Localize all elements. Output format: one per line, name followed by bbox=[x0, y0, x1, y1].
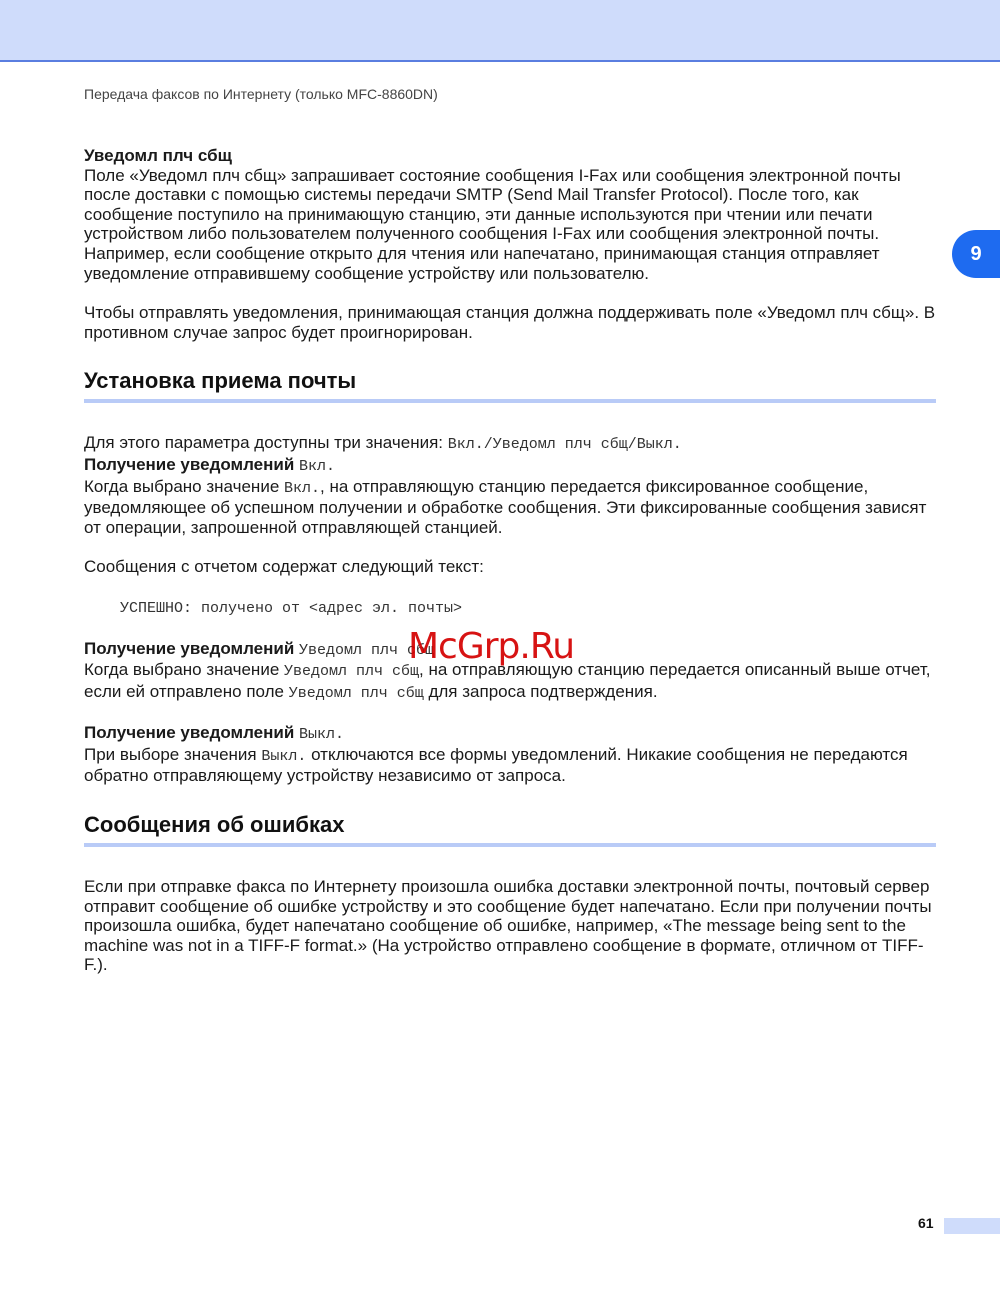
option-off-text-2: отключаются все формы уведомлений. Никакие сообщения не передаются обратно отправляющему устройству независимо от запроса. bbox=[84, 744, 908, 786]
report-example-code: УСПЕШНО: получено от <адрес эл. почты> bbox=[120, 599, 463, 617]
watermark: McGrp.Ru bbox=[408, 626, 575, 667]
option-off-value: Выкл. bbox=[299, 726, 345, 744]
mdn-heading: Уведомл плч сбщ bbox=[84, 146, 232, 165]
option-on-description bbox=[84, 477, 936, 538]
top-header-band bbox=[0, 0, 1000, 62]
option-off-code: Выкл. bbox=[261, 747, 307, 765]
option-off-description bbox=[84, 745, 936, 786]
report-example bbox=[120, 597, 936, 619]
chapter-tab[interactable]: 9 bbox=[952, 230, 1000, 278]
report-intro: Сообщения с отчетом содержат следующий текст: bbox=[84, 557, 484, 577]
option-off-label: Получение уведомлений bbox=[84, 723, 295, 743]
option-on-text-2: , на отправляющую станцию передается фиксированное сообщение, уведомляющее об успешном получении и обработке сообщения. Эти фиксированные сообщения зависят от операции, запрошенной отправляющей станцией. bbox=[84, 476, 927, 537]
option-mdn-code-2: Уведомл плч сбщ bbox=[288, 684, 424, 702]
setup-intro-values: Вкл./Уведомл плч сбщ/Выкл. bbox=[447, 436, 682, 454]
footer-bar bbox=[944, 1218, 1000, 1234]
option-mdn-text-3: для запроса подтверждения. bbox=[423, 681, 658, 701]
option-mdn-text-1: Когда выбрано значение bbox=[84, 660, 284, 680]
option-on-text-1: Когда выбрано значение bbox=[84, 476, 284, 496]
option-mdn-value: Уведомл плч сбщ bbox=[299, 641, 435, 659]
option-off-heading bbox=[84, 723, 936, 745]
mdn-paragraph-1: Поле «Уведомл плч сбщ» запрашивает состояние сообщения I-Fax или сообщения электронной почты после доставки с помощью системы передачи SMTP (Send Mail Transfer Protocol). После того, как сообщение поступило на принимающую станцию, эти данные используются при чтении или печати устройством либо пользователем полученного сообщения I-Fax или сообщения электронной почты. Например, если сообщение открыто для чтения или напечатано, принимающая станция отправляет уведомление отправившему сообщение устройству или пользователю. bbox=[84, 165, 901, 283]
section-title-errors: Сообщения об ошибках bbox=[84, 812, 936, 847]
option-off-text-1: При выборе значения bbox=[84, 744, 262, 764]
option-on-value: Вкл. bbox=[299, 457, 336, 475]
option-mdn-code-1: Уведомл плч сбщ bbox=[284, 663, 420, 681]
setup-intro-text: Для этого параметра доступны три значения: bbox=[84, 433, 448, 453]
mdn-paragraph-2: Чтобы отправлять уведомления, принимающая станция должна поддерживать поле «Уведомл плч сбщ». В противном случае запрос будет проигнорирован. bbox=[84, 303, 936, 342]
option-on-code: Вкл. bbox=[284, 479, 321, 497]
page-content bbox=[84, 146, 936, 975]
setup-intro bbox=[84, 433, 936, 455]
option-on-label: Получение уведомлений bbox=[84, 454, 295, 474]
option-on-heading bbox=[84, 455, 936, 477]
errors-paragraph: Если при отправке факса по Интернету произошла ошибка доставки электронной почты, почтовый сервер отправит сообщение об ошибке устройству и это сообщение будет напечатано. Если при получении почты произошла ошибка, будет напечатано сообщение об ошибке, например, «The message being sent to the machine was not in a TIFF-F format.» (На устройство отправлено сообщение в формате, отличном от TIFF-F.). bbox=[84, 877, 932, 975]
page-number: 61 bbox=[918, 1215, 934, 1231]
option-mdn-label: Получение уведомлений bbox=[84, 638, 295, 658]
section-title-mail-setup: Установка приема почты bbox=[84, 368, 936, 403]
option-mdn-text-2: , на отправляющую станцию передается описанный выше отчет, если ей отправлено поле bbox=[84, 660, 931, 701]
running-header: Передача факсов по Интернету (только MFC-8860DN) bbox=[84, 86, 438, 102]
